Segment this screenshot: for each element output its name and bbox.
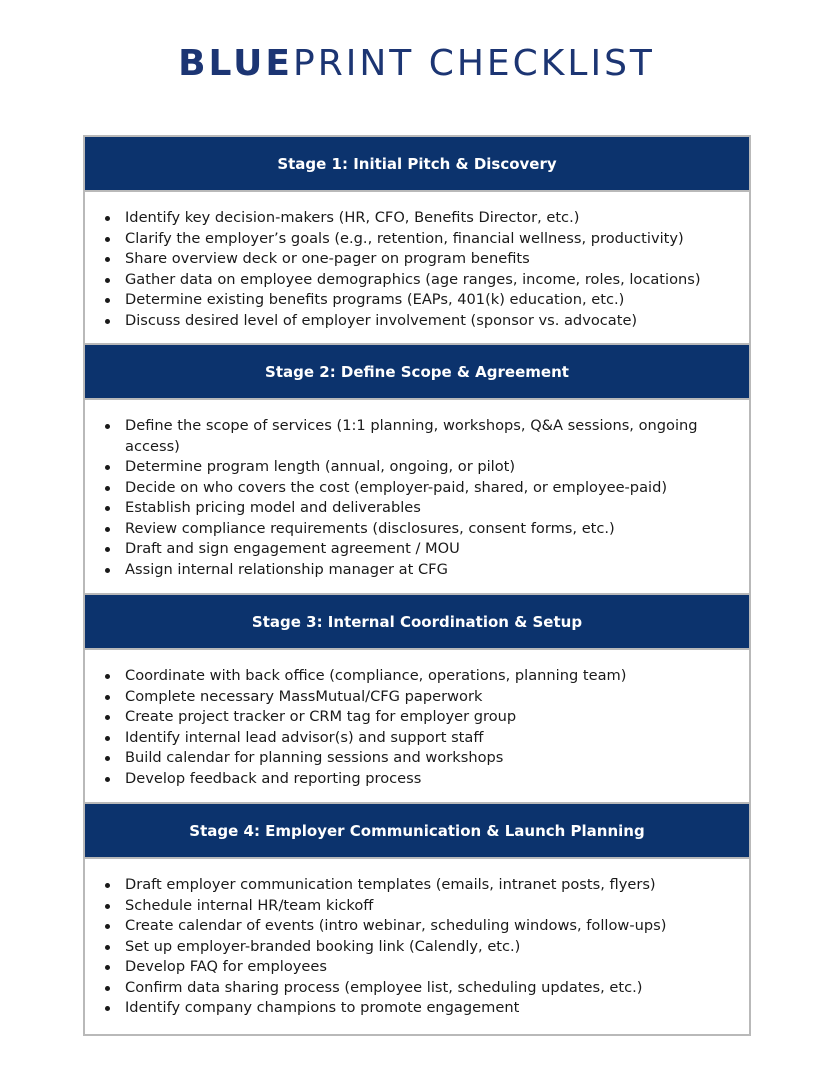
bullet-icon <box>105 904 110 909</box>
checklist-item <box>125 270 719 291</box>
stage-body <box>85 859 749 1034</box>
checklist-item <box>125 519 719 540</box>
checklist-item-text: Draft employer communication templates (emails, intranet posts, flyers) <box>125 876 656 893</box>
bullet-icon <box>105 883 110 888</box>
checklist-item <box>125 957 719 978</box>
bullet-icon <box>105 986 110 991</box>
checklist-item <box>125 998 719 1019</box>
checklist-item <box>125 769 719 790</box>
bullet-icon <box>105 547 110 552</box>
checklist-item <box>125 896 719 917</box>
bullet-icon <box>105 216 110 221</box>
checklist-list <box>85 208 749 331</box>
checklist-item-text: Schedule internal HR/team kickoff <box>125 896 374 914</box>
checklist-item-text: Discuss desired level of employer involvement (sponsor vs. advocate) <box>125 311 638 329</box>
checklist-item <box>125 687 719 708</box>
bullet-icon <box>105 278 110 283</box>
checklist-item <box>125 937 719 958</box>
stage-section <box>85 595 749 804</box>
checklist-item-text: Define the scope of services (1:1 planning, workshops, Q&A sessions, ongoing access) <box>125 417 698 455</box>
stage-body <box>85 192 749 345</box>
bullet-icon <box>105 506 110 511</box>
page-title <box>0 42 833 86</box>
checklist-item-text: Establish pricing model and deliverables <box>125 499 421 516</box>
bullet-icon <box>105 756 110 761</box>
bullet-icon <box>105 424 110 429</box>
bullet-icon <box>105 319 110 324</box>
checklist-item-text: Gather data on employee demographics (age ranges, income, roles, locations) <box>125 270 701 288</box>
bullet-icon <box>105 298 110 303</box>
bullet-icon <box>105 965 110 970</box>
checklist-item <box>125 229 719 250</box>
bullet-icon <box>105 568 110 573</box>
checklist-item <box>125 290 719 311</box>
checklist-item-text: Decide on who covers the cost (employer-paid, shared, or employee-paid) <box>125 478 668 496</box>
checklist-item <box>125 208 719 229</box>
bullet-icon <box>105 715 110 720</box>
stage-section <box>85 345 749 595</box>
stage-heading: Stage 1: Initial Pitch & Discovery <box>85 137 749 192</box>
bullet-icon <box>105 674 110 679</box>
checklist-item <box>125 539 719 560</box>
checklist-item <box>125 478 719 499</box>
stage-heading: Stage 2: Define Scope & Agreement <box>85 345 749 400</box>
checklist-item-text: Identify company champions to promote engagement <box>125 999 520 1016</box>
bullet-icon <box>105 777 110 782</box>
checklist-item-text: Create calendar of events (intro webinar, scheduling windows, follow-ups) <box>125 917 667 934</box>
checklist-item <box>125 416 719 457</box>
bullet-icon <box>105 695 110 700</box>
bullet-icon <box>105 237 110 242</box>
checklist-item-text: Identify internal lead advisor(s) and support staff <box>125 728 484 746</box>
checklist-item-text: Determine program length (annual, ongoing, or pilot) <box>125 458 516 475</box>
checklist-item-text: Clarify the employer’s goals (e.g., retention, financial wellness, productivity) <box>125 229 684 247</box>
title-light-part: PRINT CHECKLIST <box>293 43 655 84</box>
checklist-item <box>125 978 719 999</box>
checklist-item-text: Share overview deck or one-pager on program benefits <box>125 250 530 267</box>
checklist-list <box>85 666 749 789</box>
checklist-item <box>125 707 719 728</box>
checklist-list <box>85 416 749 580</box>
checklist-item <box>125 249 719 270</box>
checklist-item <box>125 728 719 749</box>
checklist-item-text: Assign internal relationship manager at CFG <box>125 560 448 578</box>
bullet-icon <box>105 465 110 470</box>
checklist-item-text: Build calendar for planning sessions and workshops <box>125 749 504 766</box>
stage-heading: Stage 3: Internal Coordination & Setup <box>85 595 749 650</box>
checklist-item-text: Develop FAQ for employees <box>125 958 327 975</box>
checklist-list <box>85 875 749 1019</box>
checklist-item-text: Determine existing benefits programs (EAPs, 401(k) education, etc.) <box>125 291 625 308</box>
bullet-icon <box>105 945 110 950</box>
stage-body <box>85 400 749 595</box>
checklist-item <box>125 498 719 519</box>
checklist-item-text: Develop feedback and reporting process <box>125 769 422 787</box>
bullet-icon <box>105 486 110 491</box>
bullet-icon <box>105 1006 110 1011</box>
bullet-icon <box>105 527 110 532</box>
stage-section <box>85 137 749 345</box>
checklist-item-text: Coordinate with back office (compliance, operations, planning team) <box>125 667 627 684</box>
checklist-item-text: Identify key decision-makers (HR, CFO, Benefits Director, etc.) <box>125 209 580 226</box>
checklist-table <box>83 135 751 1036</box>
bullet-icon <box>105 736 110 741</box>
bullet-icon <box>105 257 110 262</box>
checklist-item <box>125 916 719 937</box>
checklist-item <box>125 666 719 687</box>
checklist-item <box>125 748 719 769</box>
stage-heading: Stage 4: Employer Communication & Launch Planning <box>85 804 749 859</box>
checklist-item-text: Review compliance requirements (disclosures, consent forms, etc.) <box>125 519 615 537</box>
checklist-item <box>125 560 719 581</box>
checklist-item <box>125 875 719 896</box>
checklist-item-text: Set up employer-branded booking link (Calendly, etc.) <box>125 937 521 955</box>
checklist-item-text: Complete necessary MassMutual/CFG paperwork <box>125 687 483 705</box>
bullet-icon <box>105 924 110 929</box>
title-bold-part: BLUE <box>178 43 293 84</box>
checklist-item <box>125 457 719 478</box>
checklist-item-text: Confirm data sharing process (employee list, scheduling updates, etc.) <box>125 978 643 996</box>
stage-section <box>85 804 749 1034</box>
checklist-item-text: Draft and sign engagement agreement / MOU <box>125 540 460 557</box>
checklist-item-text: Create project tracker or CRM tag for employer group <box>125 708 517 725</box>
checklist-item <box>125 311 719 332</box>
stage-body <box>85 650 749 804</box>
